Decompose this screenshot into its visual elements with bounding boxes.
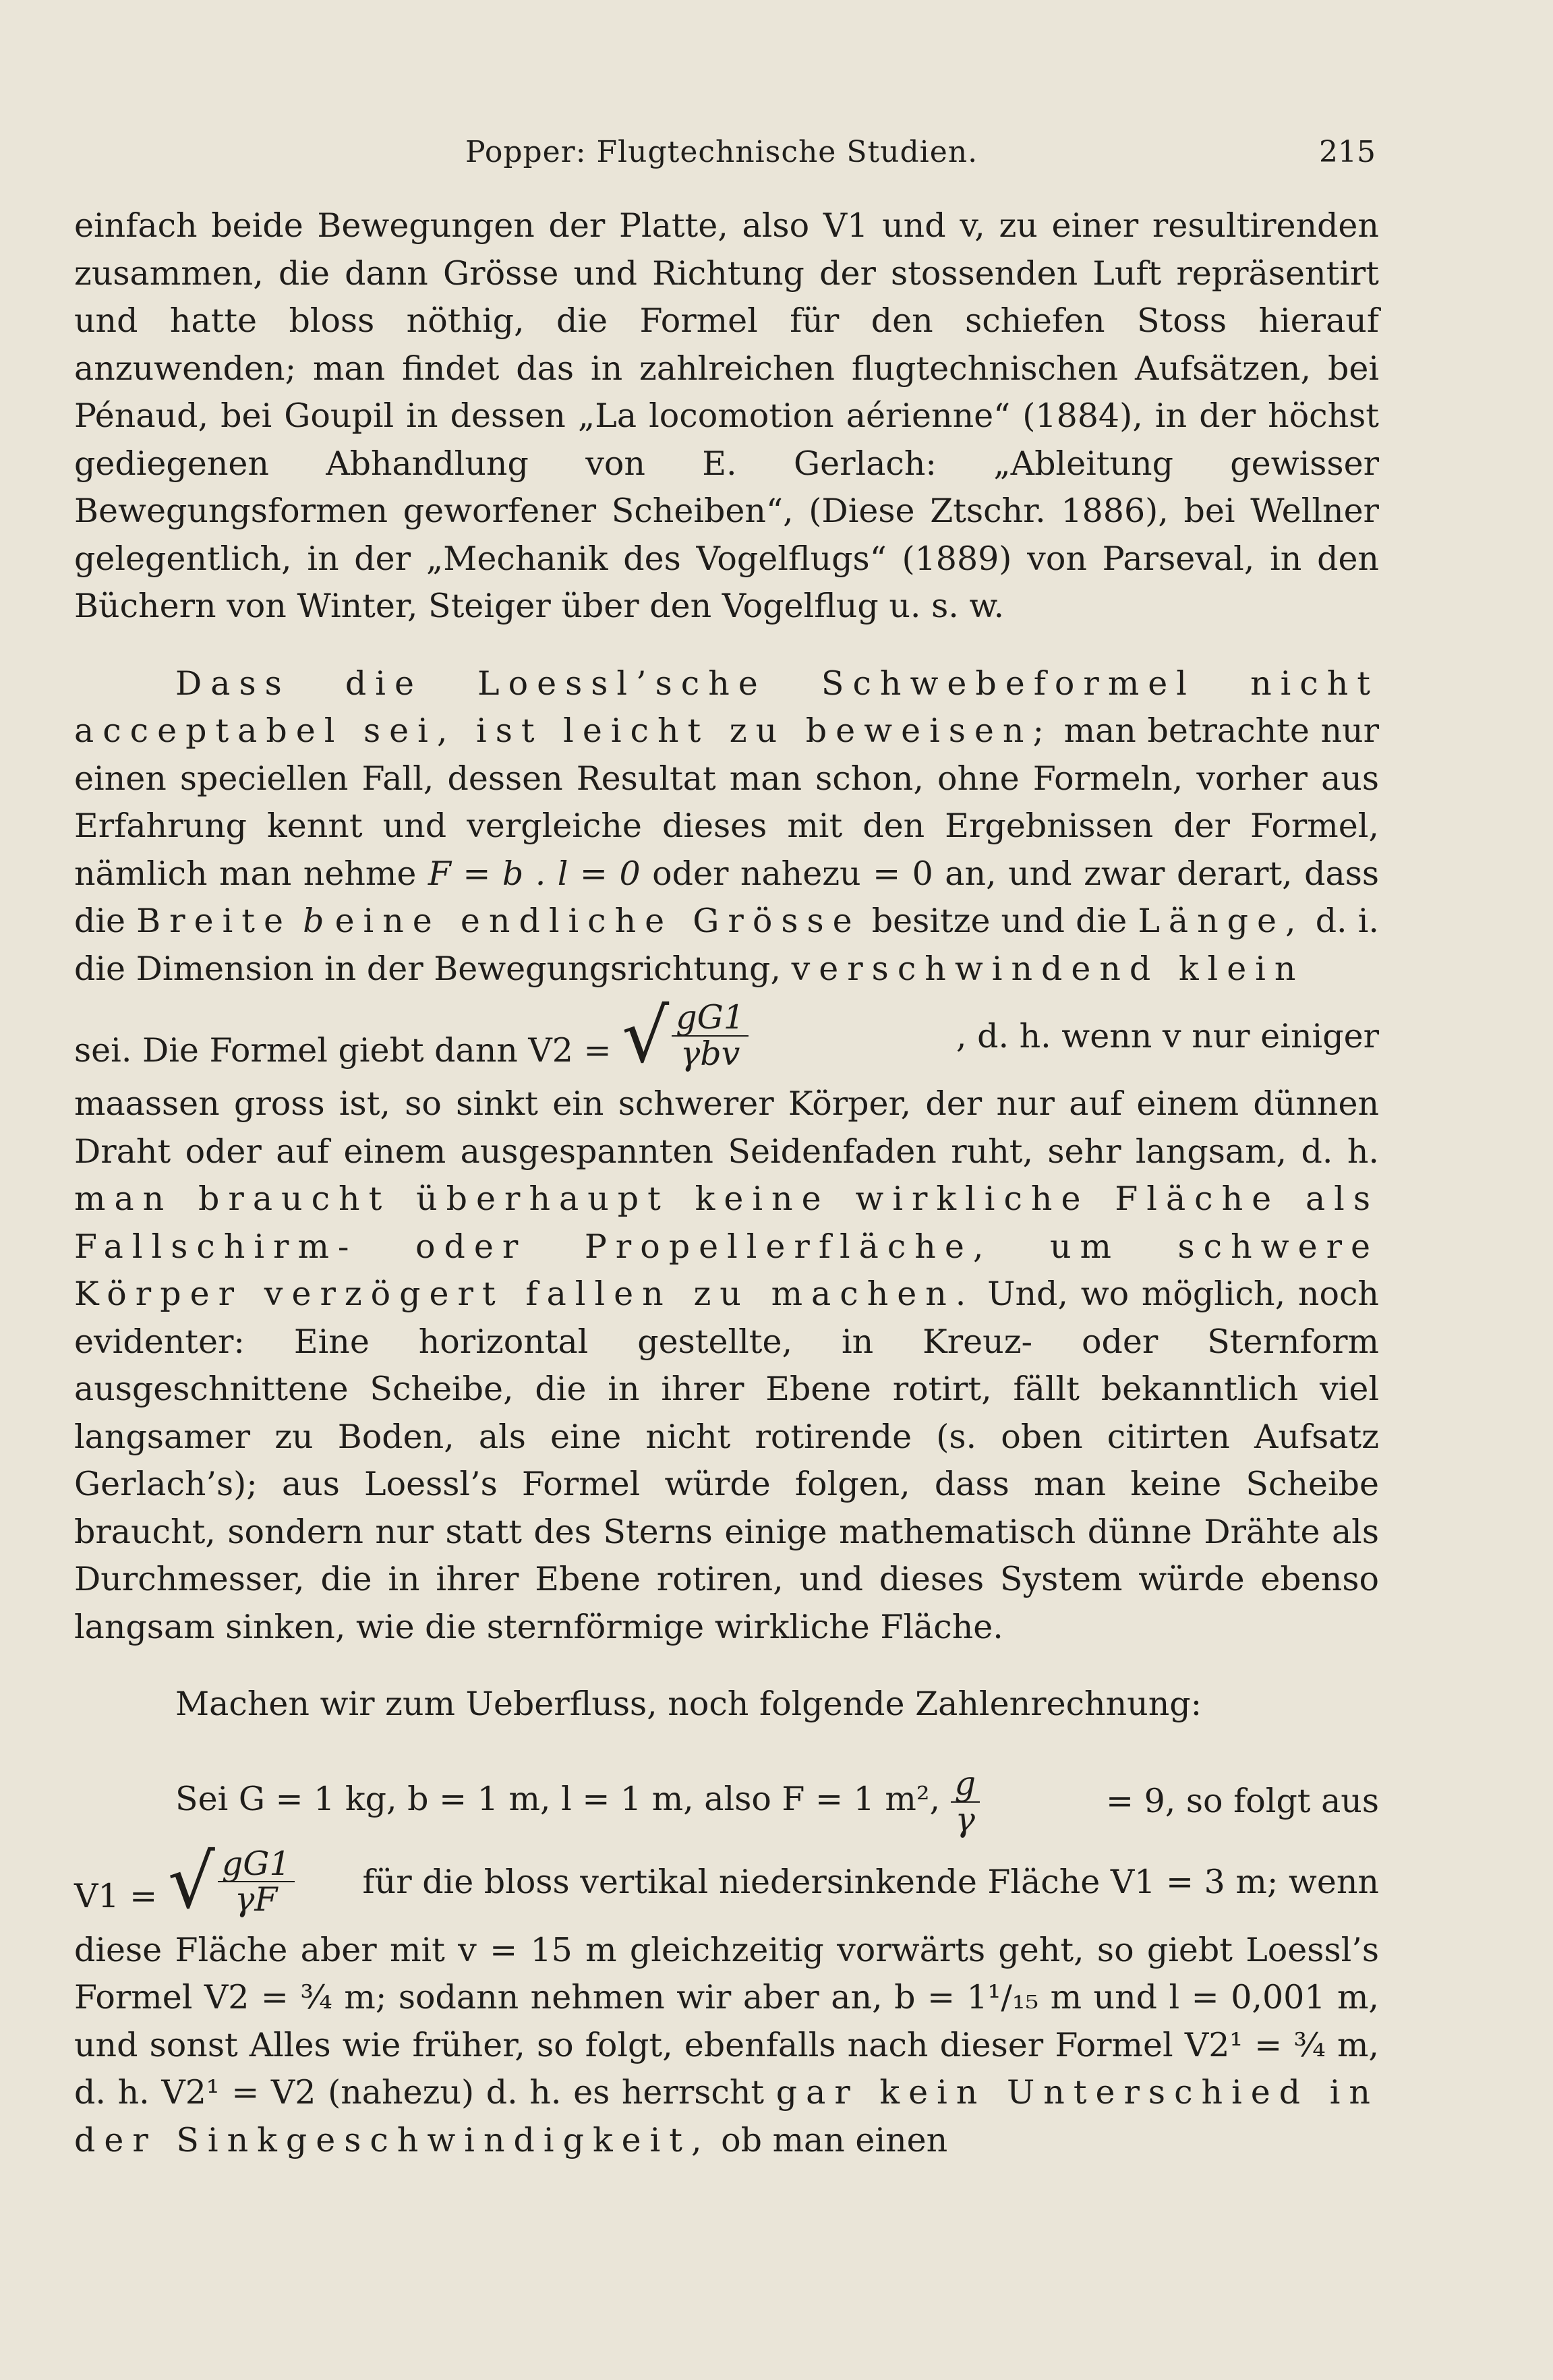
paragraph-2: Dass die Loessl’sche Schwebeformel nicht acceptabel sei, ist leicht zu beweisen; man betrachte nur einen speciellen Fall, dessen Resultat man schon, ohne Formeln, vorher aus Erfahrung kennt und vergleiche dieses mit den Ergebnissen der Formel, nämlich man nehme F = b . l = 0 oder nahezu = 0 an, und zwar derart, dass die Breite b eine endliche Grösse besitze und die Länge, d. i. die Dimension in der Bewegungsrichtung, verschwindend klein <box>74 664 1379 988</box>
spaced-phrase: Dass die Loessl’sche Schwebeformel nicht acceptabel sei, ist leicht zu beweisen; <box>74 664 1379 750</box>
equation-f: F = b . l = 0 <box>428 854 641 893</box>
header-title: Popper: Flugtechnische Studien. <box>465 135 978 169</box>
fraction-g-gamma: $\frac{g}{\gamma}$ <box>951 1766 980 1837</box>
page-number: 215 <box>1319 135 1376 169</box>
paragraph-1: einfach beide Bewegungen der Platte, also V1 und v, zu einer resultirenden zusammen, die dann Grösse und Richtung der stossenden Luft repräsentirt und hatte bloss nöthig, die Formel für den schiefen Stoss hierauf anzuwenden; man findet das in zahlreichen flugtechnischen Aufsätzen, bei Pénaud, bei Goupil in dessen „La locomotion aérienne“ (1884), in der höchst gediegenen Abhandlung von E. Gerlach: „Ableitung gewisser Bewegungsformen geworfener Scheiben“, (Diese Ztschr. 1886), bei Wellner gelegentlich, in der „Mechanik des Vogelflugs“ (1889) von Parseval, in den Büchern von Winter, Steiger über den Vogelflug u. s. w. <box>74 206 1379 625</box>
formula-line-sei: Sei G = 1 kg, b = 1 m, l = 1 m, also F = 1 m², $\frac{g}{\gamma}$ = 9, so folgt aus <box>175 1764 1379 1839</box>
sqrt-symbol-2: √ $\frac{gG1}{\gamma F}$ <box>168 1845 295 1919</box>
running-header <box>74 135 1376 182</box>
paragraph-6: diese Fläche aber mit v = 15 m gleichzeitig vorwärts geht, so giebt Loessl’s Formel V2 = ¾ m; sodann nehmen wir aber an, b = 1¹/₁₅ m und l = 0,001 m, und sonst Alles wie früher, so folgt, ebenfalls nach dieser Formel V2¹ = ¾ m, d. h. V2¹ = V2 (nahezu) d. h. es herrscht gar kein Unterschied in der Sinkgeschwindigkeit, ob man einen <box>74 1930 1379 2159</box>
sqrt-symbol: √ $\frac{gG1}{\text{γbv}}$ <box>622 999 749 1073</box>
formula-v1: V1 = √ $\frac{gG1}{\gamma F}$ für die bloss vertikal niedersinkende Fläche V1 = 3 m; wenn <box>74 1838 1379 1925</box>
paragraph-2-cont: maassen gross ist, so sinkt ein schwerer Körper, der nur auf einem dünnen Draht oder auf einem ausgespannten Seidenfaden ruht, sehr langsam, d. h. man braucht überhaupt keine wirkliche Fläche als Fallschirm- oder Propellerfläche, um schwere Körper verzögert fallen zu machen. Und, wo möglich, noch evidenter: Eine horizontal gestellte, in Kreuz- oder Sternform ausgeschnittene Scheibe, die in ihrer Ebene rotirt, fällt bekanntlich viel langsamer zu Boden, als eine nicht rotirende (s. oben citirten Aufsatz Gerlach’s); aus Loessl’s Formel würde folgen, dass man keine Scheibe braucht, sondern nur statt des Sterns einige mathematisch dünne Drähte als Durchmesser, die in ihrer Ebene rotiren, und dieses System würde ebenso langsam sinken, wie die sternförmige wirkliche Fläche. <box>74 1084 1379 1646</box>
formula-v2: sei. Die Formel giebt dann V2 = √ $\frac{gG1}{\text{γbv}}$ , d. h. wenn v nur einiger <box>74 992 1379 1079</box>
paragraph-3: Machen wir zum Ueberfluss, noch folgende Zahlenrechnung: <box>175 1685 1202 1723</box>
body-text <box>74 202 1379 2164</box>
